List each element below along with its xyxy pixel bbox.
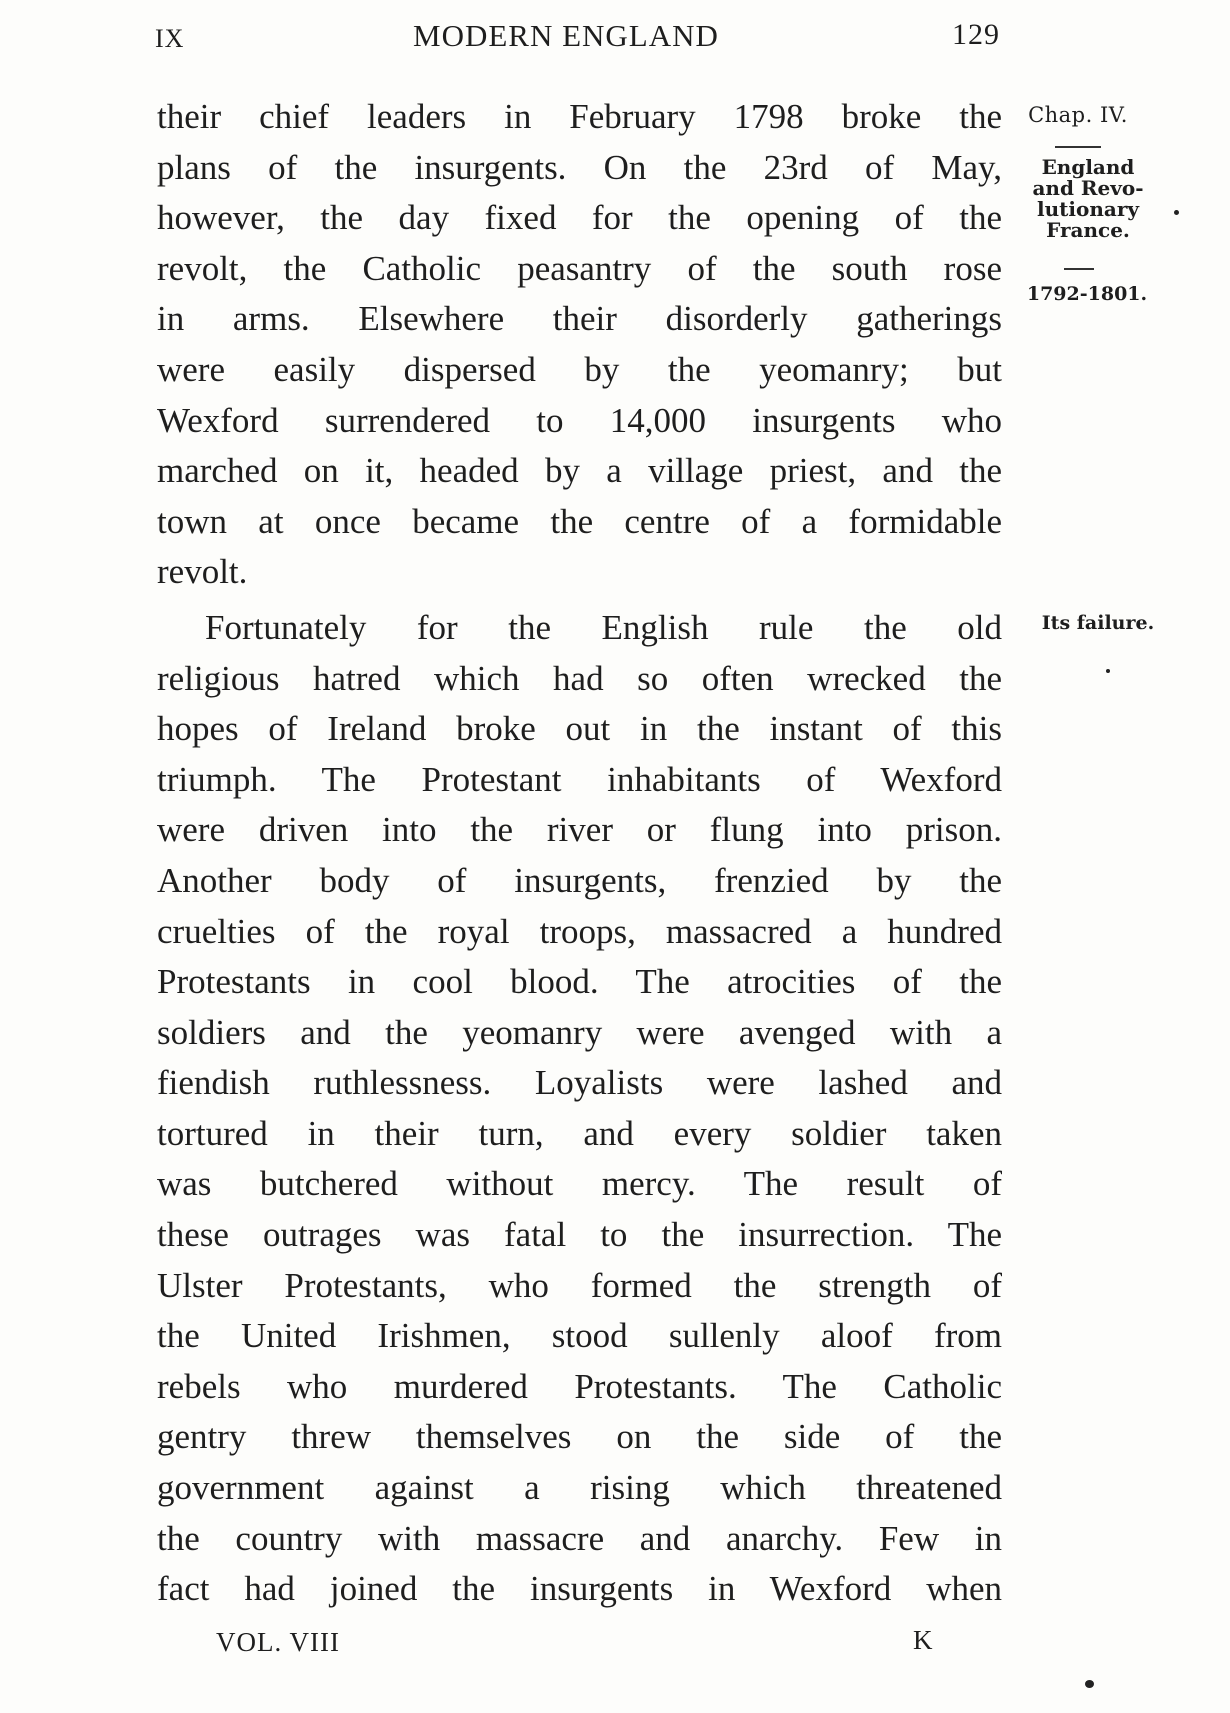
text-line: Fortunately for the English rule the old bbox=[205, 607, 1002, 647]
volume-signature: VOL. VIII bbox=[216, 1627, 340, 1657]
text-line: cruelties of the royal troops, massacred a hundred bbox=[157, 911, 1002, 951]
text-line: marched on it, headed by a village priest, and the bbox=[157, 451, 1002, 491]
text-line: revolt. bbox=[157, 552, 248, 592]
text-line: plans of the insurgents. On the 23rd of May, bbox=[157, 147, 1002, 187]
scan-speck bbox=[1174, 210, 1179, 215]
text-line: these outrages was fatal to the insurrection. The bbox=[157, 1215, 1002, 1255]
scan-speck bbox=[1106, 669, 1110, 673]
sidenote-divider bbox=[1055, 146, 1101, 148]
page-number: 129 bbox=[952, 18, 1000, 51]
text-line: hopes of Ireland broke out in the instant of this bbox=[157, 709, 1002, 749]
text-line: Wexford surrendered to 14,000 insurgents who bbox=[157, 400, 1002, 440]
text-line: town at once became the centre of a formidable bbox=[157, 501, 1002, 541]
sidenote-divider bbox=[1064, 268, 1094, 270]
text-line: Another body of insurgents, frenzied by the bbox=[157, 860, 1002, 900]
text-line: their chief leaders in February 1798 broke the bbox=[157, 97, 1002, 136]
text-line: Ulster Protestants, who formed the strength of bbox=[157, 1265, 1002, 1305]
text-line: the country with massacre and anarchy. Few in bbox=[157, 1518, 1002, 1558]
sidenote-heading-line: England bbox=[1041, 155, 1135, 179]
text-line: gentry threw themselves on the side of the bbox=[157, 1417, 1002, 1457]
sidenote-heading-line: and Revo- bbox=[1032, 176, 1144, 200]
text-line: revolt, the Catholic peasantry of the south rose bbox=[157, 248, 1002, 288]
running-head bbox=[155, 18, 1000, 62]
text-line: however, the day fixed for the opening of the bbox=[157, 198, 1002, 238]
sidenote-heading-line: France. bbox=[1046, 218, 1130, 242]
sidenote-heading-line: lutionary bbox=[1037, 197, 1139, 221]
text-line: the United Irishmen, stood sullenly aloof from bbox=[157, 1316, 1002, 1356]
text-line: were easily dispersed by the yeomanry; but bbox=[157, 349, 1002, 389]
body-text bbox=[157, 92, 1002, 1615]
text-line: were driven into the river or flung into prison. bbox=[157, 810, 1002, 850]
text-line: in arms. Elsewhere their disorderly gatherings bbox=[157, 299, 1002, 339]
sidenote-failure: Its failure. bbox=[1041, 612, 1155, 634]
running-title: MODERN ENGLAND bbox=[413, 18, 719, 53]
text-line: tortured in their turn, and every soldier taken bbox=[157, 1113, 1002, 1153]
text-line: rebels who murdered Protestants. The Catholic bbox=[157, 1366, 1002, 1406]
text-line: triumph. The Protestant inhabitants of Wexford bbox=[157, 759, 1002, 799]
text-line: Protestants in cool blood. The atrocities of the bbox=[157, 962, 1002, 1002]
sidenote-dates: 1792-1801. bbox=[1026, 283, 1148, 305]
paragraph-2 bbox=[157, 603, 1002, 1615]
text-line: government against a rising which threatened bbox=[157, 1468, 1002, 1508]
paragraph-1 bbox=[157, 92, 1002, 598]
signature-letter: K bbox=[913, 1625, 933, 1655]
scan-speck bbox=[1085, 1680, 1094, 1688]
sidenote-heading bbox=[1020, 157, 1156, 241]
text-line: soldiers and the yeomanry were avenged with a bbox=[157, 1012, 1002, 1052]
text-line: fiendish ruthlessness. Loyalists were lashed and bbox=[157, 1063, 1002, 1103]
chapter-numeral: IX bbox=[155, 24, 185, 53]
text-line: fact had joined the insurgents in Wexford when bbox=[157, 1569, 1002, 1609]
text-line: religious hatred which had so often wrecked the bbox=[157, 658, 1002, 698]
text-line: was butchered without mercy. The result of bbox=[157, 1164, 1002, 1204]
sidenote-chapter: Chap. IV. bbox=[1028, 103, 1128, 127]
